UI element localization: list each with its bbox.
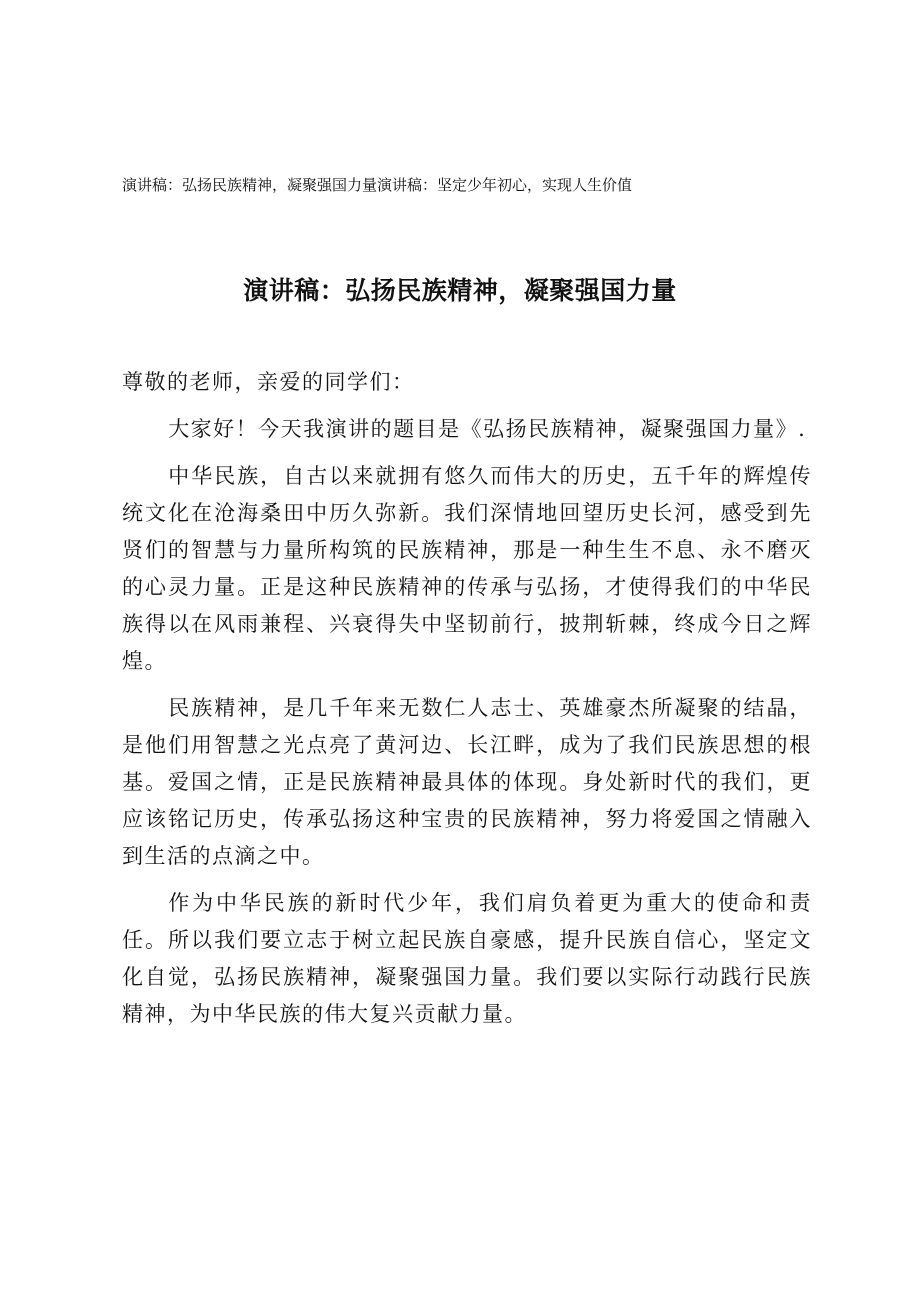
document-header: 演讲稿：弘扬民族精神，凝聚强国力量演讲稿：坚定少年初心，实现人生价值: [122, 176, 633, 194]
page-title: 演讲稿：弘扬民族精神，凝聚强国力量: [243, 276, 677, 305]
speech-body: [122, 364, 812, 1043]
paragraph-history: 中华民族，自古以来就拥有悠久而伟大的历史，五千年的辉煌传统文化在沧海桑田中历久弥新。我们深情地回望历史长河，感受到先贤们的智慧与力量所构筑的民族精神，那是一种生生不息、永不磨灭的心灵力量。正是这种民族精神的传承与弘扬，才使得我们的中华民族得以在风雨兼程、兴衰得失中坚韧前行，披荆斩棘，终成今日之辉煌。: [122, 464, 812, 673]
paragraph-national-spirit: 民族精神，是几千年来无数仁人志士、英雄豪杰所凝聚的结晶，是他们用智慧之光点亮了黄河边、长江畔，成为了我们民族思想的根基。爱国之情，正是民族精神最具体的体现。身处新时代的我们，更应该铭记历史，传承弘扬这种宝贵的民族精神，努力将爱国之情融入到生活的点滴之中。: [122, 696, 812, 868]
salutation: 尊敬的老师，亲爱的同学们：: [122, 370, 415, 394]
paragraph-mission: 作为中华民族的新时代少年，我们肩负着更为重大的使命和责任。所以我们要立志于树立起民族自豪感，提升民族自信心，坚定文化自觉，弘扬民族精神，凝聚强国力量。我们要以实际行动践行民族精神，为中华民族的伟大复兴贡献力量。: [122, 891, 812, 1026]
paragraph-greeting: 大家好！今天我演讲的题目是《弘扬民族精神，凝聚强国力量》.: [168, 417, 807, 441]
